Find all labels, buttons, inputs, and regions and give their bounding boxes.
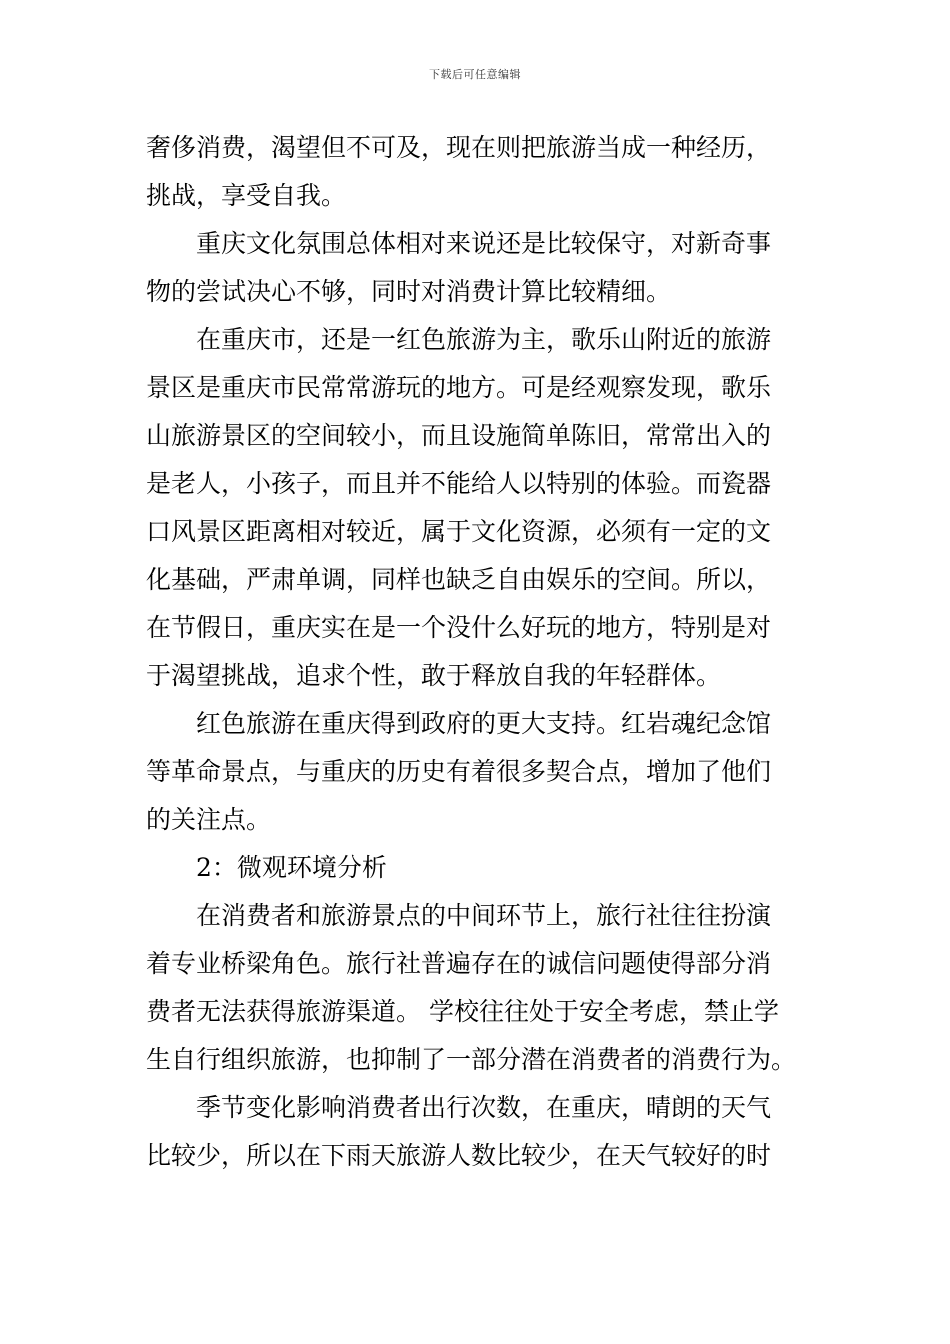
- text-line: 景区是重庆市民常常游玩的地方。可是经观察发现，歌乐: [146, 373, 772, 402]
- text-line: 等革命景点，与重庆的历史有着很多契合点，增加了他们: [146, 757, 772, 786]
- text-line: 费者无法获得旅游渠道。 学校往往处于安全考虑，禁止学: [146, 997, 779, 1026]
- text-line: 是老人，小孩子，而且并不能给人以特别的体验。而瓷器: [146, 469, 772, 498]
- text-line: 比较少，所以在下雨天旅游人数比较少，在天气较好的时: [146, 1141, 772, 1170]
- text-line: 的关注点。: [146, 805, 272, 834]
- paragraph-start-line: 重庆文化氛围总体相对来说还是比较保守，对新奇事: [196, 229, 772, 258]
- text-line: 在节假日，重庆实在是一个没什么好玩的地方，特别是对: [146, 613, 772, 642]
- text-line: 化基础，严肃单调，同样也缺乏自由娱乐的空间。所以，: [146, 565, 772, 594]
- paragraph-start-line: 在消费者和旅游景点的中间环节上，旅行社往往扮演: [196, 901, 772, 930]
- paragraph-start-line: 红色旅游在重庆得到政府的更大支持。红岩魂纪念馆: [196, 709, 772, 738]
- paragraph-start-line: 在重庆市，还是一红色旅游为主，歌乐山附近的旅游: [196, 325, 772, 354]
- document-body: [146, 124, 810, 1180]
- text-line: 山旅游景区的空间较小，而且设施简单陈旧，常常出入的: [146, 421, 772, 450]
- section-heading: 2：微观环境分析: [196, 853, 387, 882]
- paragraph-start-line: 季节变化影响消费者出行次数，在重庆，晴朗的天气: [196, 1093, 772, 1122]
- text-line: 挑战，享受自我。: [146, 181, 347, 210]
- text-line: 于渴望挑战，追求个性，敢于释放自我的年轻群体。: [146, 661, 722, 690]
- text-line: 口风景区距离相对较近，属于文化资源，必须有一定的文: [146, 517, 772, 546]
- text-line: 奢侈消费，渴望但不可及，现在则把旅游当成一种经历，: [146, 133, 772, 162]
- text-line: 着专业桥梁角色。旅行社普遍存在的诚信问题使得部分消: [146, 949, 772, 978]
- text-line: 生自行组织旅游，也抑制了一部分潜在消费者的消费行为。: [146, 1045, 797, 1074]
- text-line: 物的尝试决心不够，同时对消费计算比较精细。: [146, 277, 672, 306]
- page-header: 下载后可任意编辑: [429, 68, 521, 81]
